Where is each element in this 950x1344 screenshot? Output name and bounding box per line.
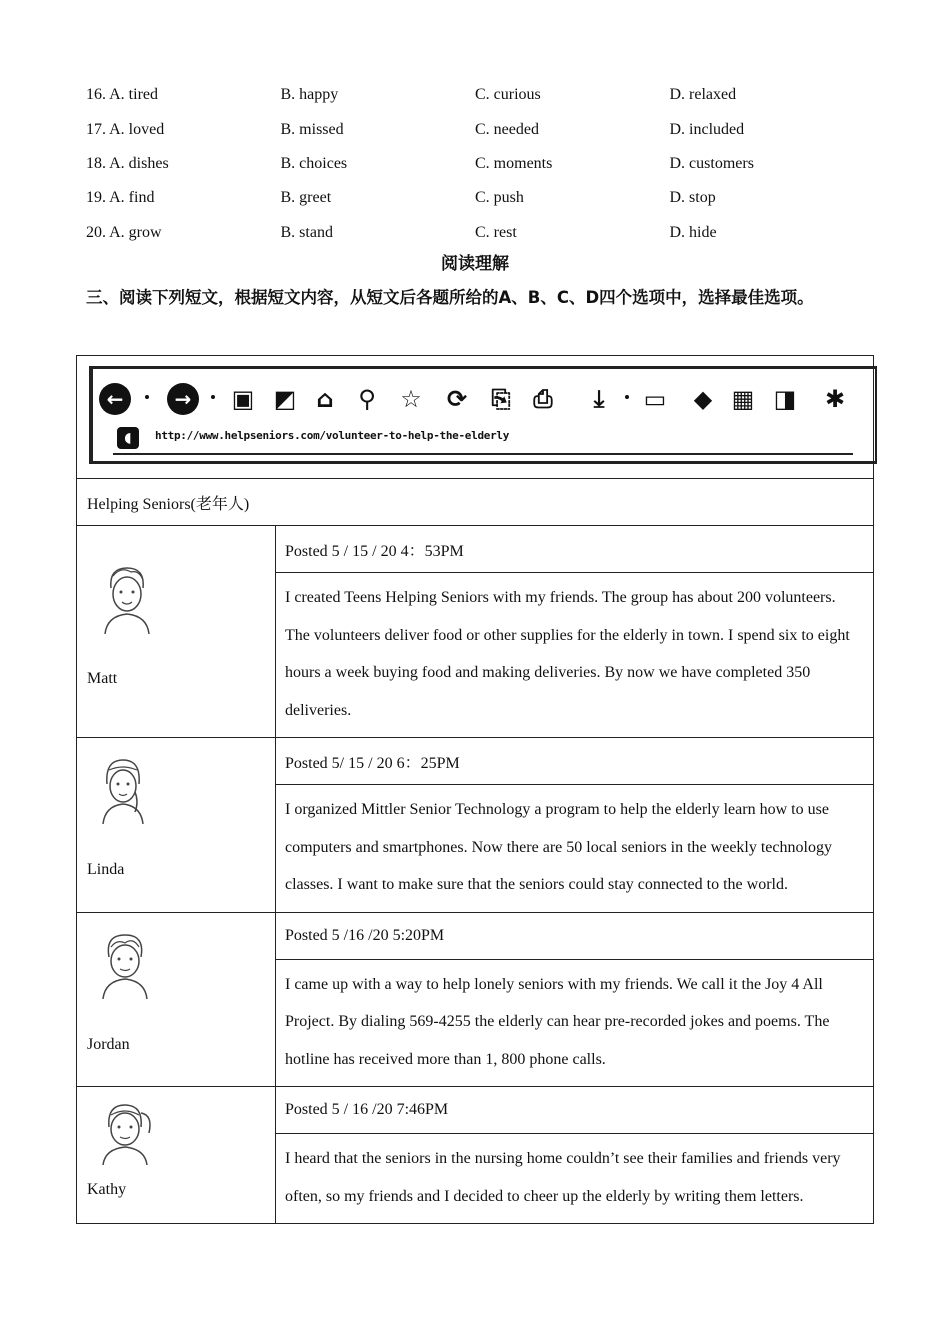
document-icon: ▣: [231, 385, 255, 413]
option: D. relaxed: [669, 86, 737, 104]
window-icon: ▭: [643, 385, 667, 413]
edit-icon: ◩: [273, 385, 297, 413]
grid-icon: ▦: [731, 385, 755, 413]
share-icon: ⎘: [491, 385, 511, 413]
address-bar-underline: [113, 453, 853, 455]
answer-options: [86, 78, 876, 250]
post-timestamp: Posted 5 /16 /20 5:20PM: [276, 912, 874, 959]
option: C. moments: [475, 154, 553, 172]
search-icon: ⚲: [358, 385, 376, 413]
address-bar-url: http://www.helpseniors.com/volunteer-to-help-the-elderly: [155, 429, 510, 442]
option: 16. A. tired: [86, 86, 158, 104]
person-cell-jordan: [77, 912, 276, 1087]
back-icon: ←: [99, 383, 131, 415]
option: D. customers: [669, 154, 754, 172]
person-name: Matt: [87, 670, 118, 687]
post-timestamp: Posted 5 / 15 / 20 4：53PM: [276, 526, 874, 573]
avatar-boy-icon: [95, 562, 157, 634]
person-cell-kathy: [77, 1087, 276, 1224]
post-timestamp: Posted 5 / 16 /20 7:46PM: [276, 1087, 874, 1134]
puzzle-icon: ◆: [693, 385, 713, 413]
separator-dot: [625, 395, 629, 399]
avatar-girl-braid-icon: [95, 754, 151, 824]
person-cell-linda: [77, 738, 276, 913]
post-body: I came up with a way to help lonely seniors with my friends. We call it the Joy 4 All Project. By dialing 569-4255 the elderly can hear pre-recorded jokes and poems. The hotline has received more than 1, 800 phone calls.: [276, 959, 874, 1087]
post-body: I heard that the seniors in the nursing home couldn’t see their families and friends very often, so my friends and I decided to cheer up the elderly by writing them letters.: [276, 1134, 874, 1224]
settings-icon: ✱: [824, 385, 846, 413]
post-body: I created Teens Helping Seniors with my friends. The group has about 200 volunteers. The volunteers deliver food or other supplies for the elderly in town. I spend six to eight hours a week buying food and making deliveries. By now we have completed 350 deliveries.: [276, 573, 874, 738]
option-row-20: [86, 216, 876, 250]
post-timestamp: Posted 5/ 15 / 20 6：25PM: [276, 738, 874, 785]
option: C. needed: [475, 120, 539, 138]
person-name: Kathy: [87, 1181, 127, 1198]
person-name: Linda: [87, 861, 125, 878]
post-table: [76, 355, 874, 1224]
option: 20. A. grow: [86, 223, 162, 241]
download-icon: ⤓: [593, 385, 605, 413]
option: D. included: [669, 120, 745, 138]
option: C. push: [475, 189, 524, 207]
lock-icon: ◖: [117, 427, 139, 449]
option: C. rest: [475, 223, 517, 241]
post-body: I organized Mittler Senior Technology a program to help the elderly learn how to use computers and smartphones. Now there are 50 local seniors in the weekly technology classes. I want to make sure that the seniors could stay connected to the world.: [276, 785, 874, 913]
site-title: Helping Seniors(老年人): [87, 495, 250, 513]
option: B. happy: [280, 86, 339, 104]
separator-dot: [145, 395, 149, 399]
option: D. stop: [669, 189, 716, 207]
star-icon: ☆: [400, 385, 422, 413]
option: 17. A. loved: [86, 120, 165, 138]
separator-dot: [211, 395, 215, 399]
option-row-17: [86, 112, 876, 146]
option: 19. A. find: [86, 189, 155, 207]
section-instructions: 三、阅读下列短文，根据短文内容，从短文后各题所给的A、B、C、D四个选项中，选择最佳选项。: [86, 288, 814, 307]
person-cell-matt: [77, 526, 276, 738]
forward-icon: →: [167, 383, 199, 415]
print-icon: ⎙: [533, 385, 553, 413]
option: B. missed: [280, 120, 344, 138]
option: B. choices: [280, 154, 348, 172]
option-row-18: [86, 147, 876, 181]
option: B. stand: [280, 223, 333, 241]
option: 18. A. dishes: [86, 154, 169, 172]
option: B. greet: [280, 189, 332, 207]
browser-window: [89, 366, 877, 464]
site-title-cell: [77, 479, 874, 526]
option-row-19: [86, 181, 876, 215]
option-row-16: [86, 78, 876, 112]
avatar-boy-curly-icon: [95, 929, 155, 999]
avatar-girl-ponytail-icon: [95, 1099, 157, 1165]
option: C. curious: [475, 86, 541, 104]
home-icon: ⌂: [316, 385, 334, 413]
browser-screenshot: [77, 356, 874, 479]
section-title: 阅读理解: [441, 254, 509, 274]
bookmark-icon: ◨: [773, 385, 797, 413]
option: D. hide: [669, 223, 717, 241]
person-name: Jordan: [87, 1035, 130, 1053]
refresh-icon: ⟳: [446, 385, 468, 413]
